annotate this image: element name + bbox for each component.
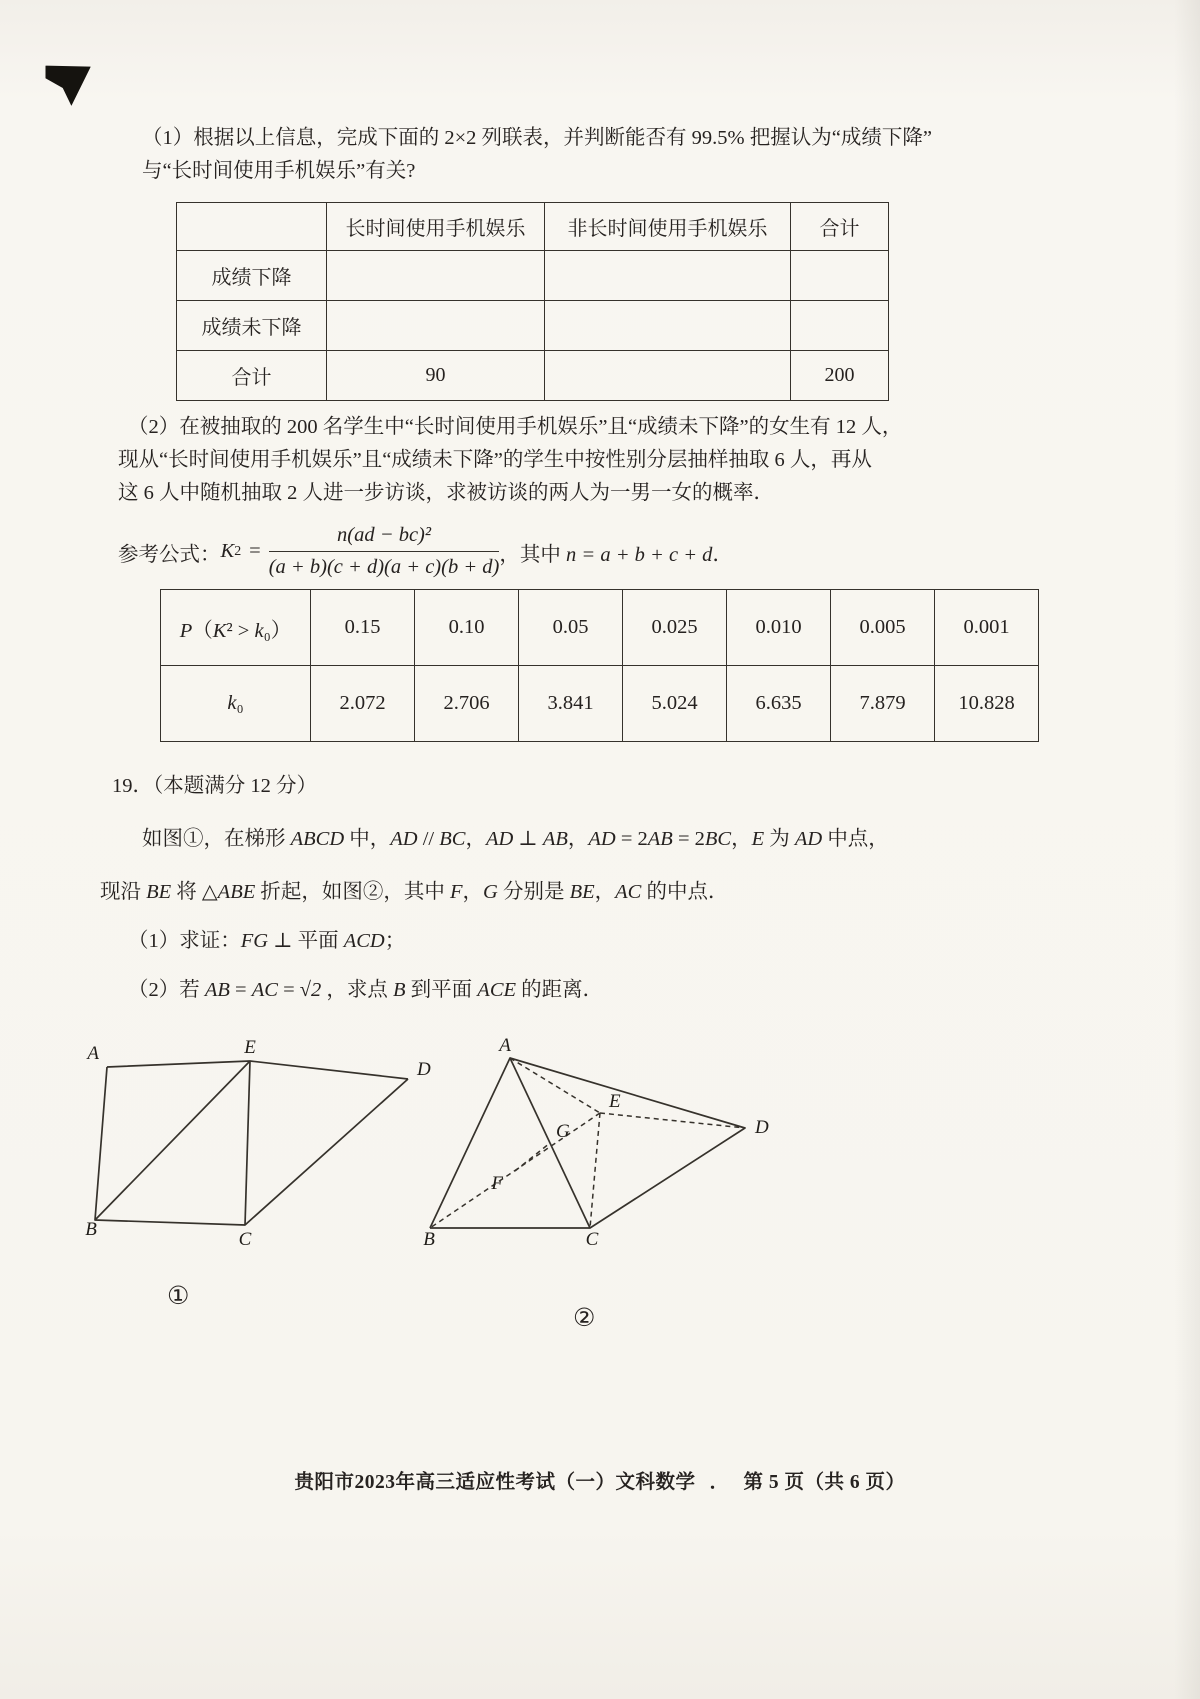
- ktable-cell: 0.025: [623, 590, 727, 666]
- footer-separator: ．: [709, 1472, 730, 1493]
- fig1-label-E: E: [244, 1037, 256, 1058]
- ctable-header-blank: [177, 203, 327, 251]
- formula-prefix: 参考公式：: [118, 543, 221, 566]
- fig2-outline: [430, 1058, 745, 1228]
- ktable-cell: 10.828: [935, 666, 1039, 742]
- critical-value-table: [160, 589, 1039, 742]
- fig2-segment-EC: [590, 1113, 600, 1228]
- formula-equals-sign: =: [249, 540, 261, 562]
- table-row: [161, 590, 1039, 666]
- fig2-label-F: F: [491, 1173, 503, 1194]
- q18-part1-line1: （1）根据以上信息，完成下面的 2×2 列联表，并判断能否有 99.5% 把握认为“成绩下降”: [142, 127, 932, 149]
- table-row: [177, 301, 889, 351]
- ctable-row-label-total: 合计: [177, 351, 327, 401]
- ctable-cell-90: 90: [327, 351, 545, 401]
- q18-part2-line2: 现从“长时间使用手机娱乐”且“成绩未下降”的学生中按性别分层抽样抽取 6 人，再从: [118, 449, 872, 471]
- fig2-label-E: E: [609, 1091, 621, 1112]
- ktable-cell: 7.879: [831, 666, 935, 742]
- ctable-cell-200: 200: [791, 351, 889, 401]
- reference-formula: [118, 524, 1105, 579]
- table-row: [177, 203, 889, 251]
- q19-title: 19．（本题满分 12 分）: [112, 775, 317, 797]
- table-row: [177, 251, 889, 301]
- ctable-cell: [545, 251, 791, 301]
- fig2-label-D: D: [755, 1117, 769, 1138]
- fig2-segment-ED: [600, 1113, 745, 1128]
- q18-part1-line2: 与“长时间使用手机娱乐”有关?: [142, 160, 416, 182]
- ktable-cell: 3.841: [519, 666, 623, 742]
- ctable-cell: [791, 251, 889, 301]
- ctable-row-label-no-decline: 成绩未下降: [177, 301, 327, 351]
- ctable-header-total: 合计: [791, 203, 889, 251]
- table-row: [177, 351, 889, 401]
- ctable-header-non-long-use: 非长时间使用手机娱乐: [545, 203, 791, 251]
- ctable-cell: [545, 351, 791, 401]
- ktable-cell: 0.001: [935, 590, 1039, 666]
- ktable-cell: 0.010: [727, 590, 831, 666]
- fig1-edge-ABCD: [95, 1067, 408, 1225]
- q19-stem-line1: 如图①，在梯形 ABCD 中，AD // BC，AD ⊥ AB，AD = 2AB = 2BC，E 为 AD 中点，: [142, 828, 889, 850]
- formula-numerator: n(ad − bc)²: [269, 524, 500, 552]
- formula-denominator: (a + b)(c + d)(a + c)(b + d): [268, 556, 500, 578]
- q19-stem-line2: 现沿 BE 将 △ABE 折起，如图②，其中 F，G 分别是 BE，AC 的中点．: [100, 881, 729, 903]
- ctable-cell: [545, 301, 791, 351]
- ktable-cell: 0.005: [831, 590, 935, 666]
- q19-subquestion-1: （1）求证：FG ⊥ 平面 ACD；: [128, 930, 406, 952]
- formula-fraction: [269, 524, 500, 579]
- figure-1-trapezoid: [85, 1037, 435, 1332]
- fig1-label-C: C: [238, 1229, 252, 1250]
- fig1-label-B: B: [85, 1219, 97, 1240]
- fig1-segment-BE: [95, 1061, 250, 1220]
- figure-2-drawing: [423, 1035, 785, 1259]
- fig2-segment-AC: [510, 1058, 590, 1228]
- fig1-label-D: D: [417, 1059, 431, 1080]
- ktable-row1-label: P（K² > k₀）: [161, 590, 311, 666]
- formula-K-exponent: 2: [234, 543, 242, 559]
- ctable-header-long-use: 长时间使用手机娱乐: [327, 203, 545, 251]
- fig2-label-G: G: [556, 1121, 570, 1142]
- fig1-edge-AED: [107, 1061, 408, 1079]
- ktable-cell: 0.05: [519, 590, 623, 666]
- ctable-row-label-decline: 成绩下降: [177, 251, 327, 301]
- figure-1-drawing: [85, 1037, 435, 1253]
- page-footer: [0, 1466, 1200, 1494]
- formula-K: K: [220, 540, 235, 562]
- ktable-cell: 0.10: [415, 590, 519, 666]
- ktable-cell: 6.635: [727, 666, 831, 742]
- fig2-label-C: C: [585, 1229, 599, 1250]
- fig2-segment-FG: [515, 1143, 550, 1171]
- figures-row: [85, 1035, 1105, 1332]
- ktable-cell: 0.15: [311, 590, 415, 666]
- q19-subquestion-2: （2）若 AB = AC = √2 ，求点 B 到平面 ACE 的距离．: [128, 979, 604, 1001]
- figure-1-caption: ①: [167, 1281, 190, 1310]
- formula-note: ，其中 n = a + b + c + d．: [499, 543, 733, 566]
- ctable-cell: [791, 301, 889, 351]
- q18-part2-line3: 这 6 人中随机抽取 2 人进一步访谈，求被访谈的两人为一男一女的概率．: [118, 482, 774, 504]
- footer-page-number: 第 5 页（共 6 页）: [743, 1472, 906, 1493]
- fig1-segment-EC: [245, 1061, 250, 1225]
- figure-2-caption: ②: [573, 1303, 596, 1332]
- ktable-row2-label: k₀: [161, 666, 311, 742]
- fig1-label-A: A: [87, 1043, 99, 1064]
- ctable-cell: [327, 251, 545, 301]
- ctable-cell: [327, 301, 545, 351]
- fig2-label-B: B: [423, 1229, 435, 1250]
- footer-exam-title: 贵阳市2023年高三适应性考试（一）文科数学: [294, 1472, 696, 1493]
- contingency-table: [176, 202, 889, 401]
- ktable-cell: 5.024: [623, 666, 727, 742]
- ktable-cell: 2.072: [311, 666, 415, 742]
- table-row: [161, 666, 1039, 742]
- figure-2-folded-solid: [423, 1035, 785, 1332]
- q18-part2-line1: （2）在被抽取的 200 名学生中“长时间使用手机娱乐”且“成绩未下降”的女生有 12 人，: [128, 416, 903, 438]
- fig2-label-A: A: [499, 1035, 511, 1056]
- ktable-cell: 2.706: [415, 666, 519, 742]
